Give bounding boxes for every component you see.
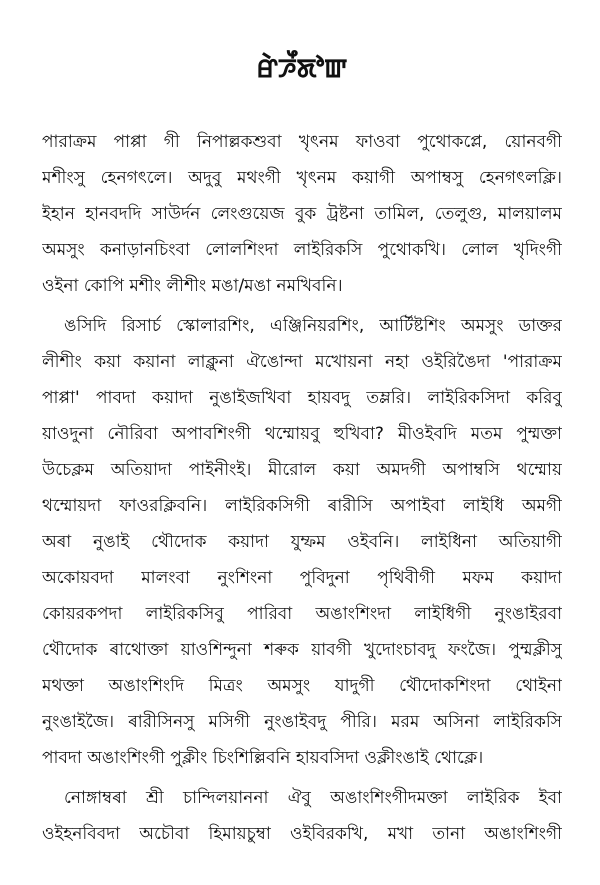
paragraph-line: পাপ্পা' পাবদা কয়াদা নুঙাইজখিবা হায়বদু তম্লরি। লাইরিকসিদা করিবু	[42, 388, 562, 408]
page-title: ꯔꯥꯍꯩꯗꯣꯛ	[256, 54, 348, 84]
paragraph-line: অকোয়বদা মালংবা নুংশিংনা পুবিদুনা পৃথিবীগী মফম কয়াদা	[42, 568, 562, 588]
paragraph-line: থম্মোয়দা ফাওরক্লিবনি। লাইরিকসিগী ৰারীসি অপাইবা লাইধি অমগী	[42, 496, 562, 516]
paragraph-line: নুংঙাইজৈ। ৰারীসিনসু মসিগী নুংঙাইবদু পীরি। মরম অসিনা লাইরিকসি	[42, 712, 562, 732]
paragraph-line: ওইনা কোপি মশীং লীশীং মঙা/মঙা নমখিবনি।	[42, 276, 343, 296]
paragraph-line: পারাক্রম পাপ্পা গী নিপাল্লকশুবা খৃৎনম ফাওবা পুথোকপ্লে, য়োনবগী	[42, 132, 562, 152]
paragraph-line: য়াওদুনা নৌরিবা অপাবশিংগী থম্মোয়বু হুখিবা? মীওইবদি মতম পুম্মক্তা	[42, 424, 562, 444]
paragraph-3	[42, 780, 562, 852]
paragraph-line: মশীংসু হেনগৎলে। অদুবু মথংগী খৃৎনম কয়াগী অপাম্বসু হেনগৎলক্লি।	[42, 168, 562, 188]
paragraph-line: ইহান হানবদদি সাউৰ্দন লেংগুয়েজ বুক ট্ৰষ্টনা তামিল, তেলুগু, মালয়ালম	[42, 204, 562, 224]
paragraph-line: কোয়রকপদা লাইরিকসিবু পারিবা অঙাংশিংদা লাইধিগী নুংঙাইরবা	[42, 604, 562, 624]
paragraph-line: নোঙ্গাম্বৰা শ্ৰী চান্দিলয়াননা ঐবু অঙাংশিংগীদমক্তা লাইরিক ইবা	[64, 788, 562, 808]
paragraph-1	[42, 124, 562, 304]
paragraph-line: থৌদোক ৰাথোক্তা য়াওশিন্দুনা শৰুক য়াবগী খুদোংচাবদু ফংজৈ। পুম্মক্লীসু	[42, 640, 562, 660]
paragraph-line: ওইহনবিবদা অচৌবা হিমায়চুম্বা ওইবিরকখি, মখা তানা অঙাংশিংগী	[42, 824, 562, 844]
paragraph-line: লীশীং কয়া কয়ানা লাক্লুনা ঐঙোন্দা মখোয়না নহা ওইরিঙৈদা 'পারাক্রম	[42, 352, 562, 372]
paragraph-line: অমসুং কনাড়ানচিংবা লোলশিংদা লাইরিকসি পুথোকখি। লোল খৃদিংগী	[42, 240, 562, 260]
paragraph-line: উচেক্লম অতিয়াদা পাইনীংই। মীরোল কয়া অমদগী অপাম্বসি থম্মোয়	[42, 460, 562, 480]
paragraph-line: পাবদা অঙাংশিংগী পুক্লীং চিংশিল্লিবনি হায়বসিদা ওক্লীংঙাই থোক্লে।	[42, 748, 484, 768]
paragraph-line: ঙসিদি রিসার্চ স্কোলারশিং, এঞ্জিনিয়রশিং, আর্টিষ্টশিং অমসুং ডাক্তর	[64, 316, 562, 336]
paragraph-line: অৰা নুঙাই থৌদোক কয়াদা যুম্ফম ওইবনি। লাইধিনা অতিয়াগী	[42, 532, 562, 552]
paragraph-2	[42, 308, 562, 776]
paragraph-line: মথক্তা অঙাংশিংদি মিত্ৰং অমসুং যাদুগী থৌদোকশিংদা থোইনা	[42, 676, 562, 696]
